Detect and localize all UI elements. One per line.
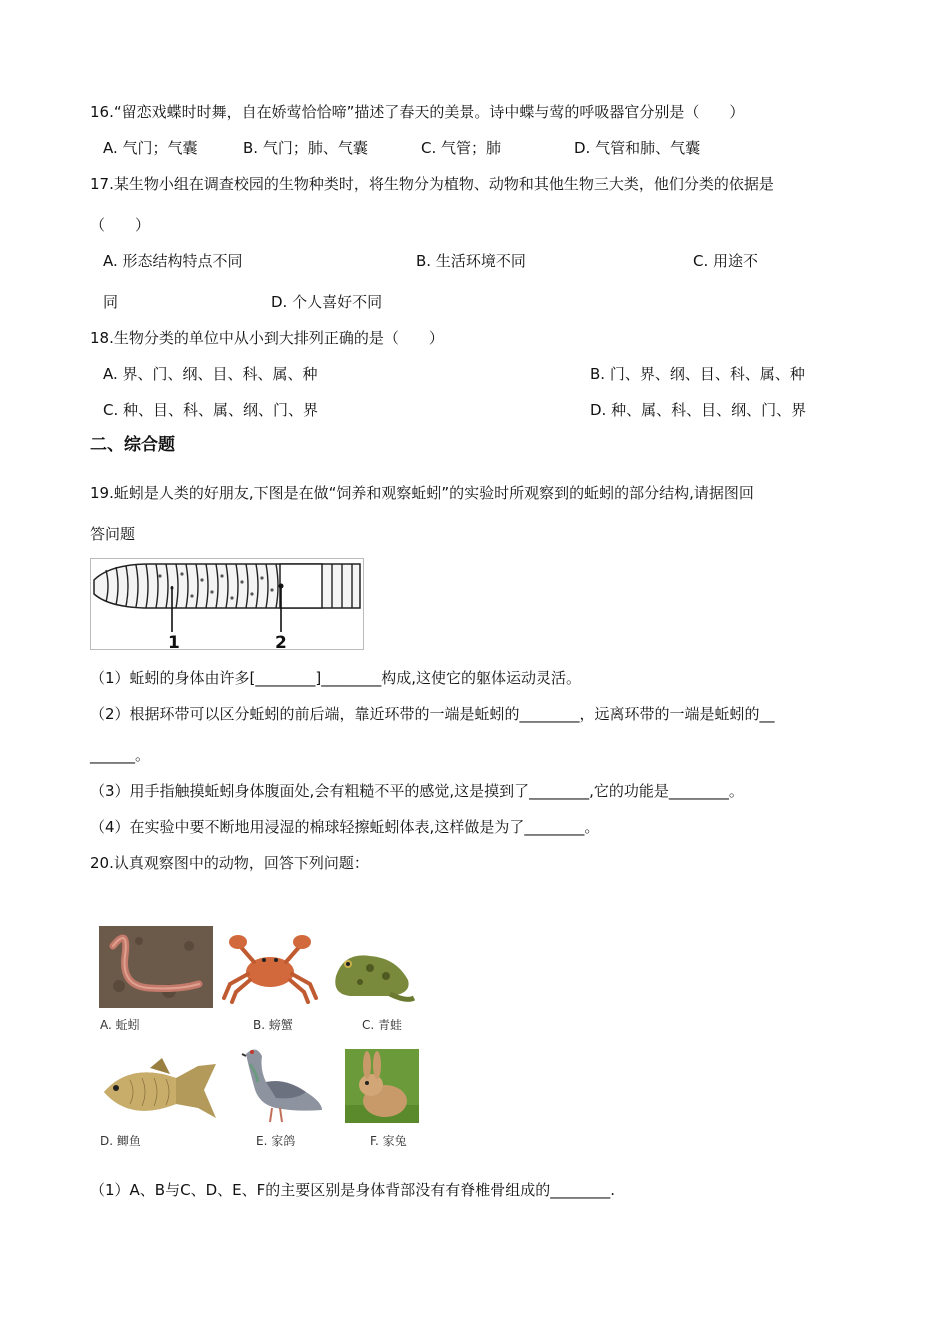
q20-part-1: （1）A、B与C、D、E、F的主要区别是身体背部没有有脊椎骨组成的________. bbox=[90, 1181, 615, 1199]
q16-option-d: D. 气管和肺、气囊 bbox=[574, 139, 701, 157]
q20-stem: 20.认真观察图中的动物，回答下列问题： bbox=[90, 854, 369, 872]
q18-option-b: B. 门、界、纲、目、科、属、种 bbox=[590, 365, 805, 383]
pigeon-photo bbox=[236, 1042, 324, 1126]
crab-photo bbox=[220, 932, 320, 1004]
caption-f: F. 家兔 bbox=[370, 1134, 407, 1148]
q17-option-a: A. 形态结构特点不同 bbox=[103, 252, 243, 270]
q17-stem-continued: （ ） bbox=[90, 216, 151, 234]
carp-photo bbox=[100, 1058, 218, 1124]
q16-option-c: C. 气管；肺 bbox=[421, 139, 502, 157]
caption-a: A. 蚯蚓 bbox=[100, 1018, 140, 1032]
caption-c: C. 青蛙 bbox=[362, 1018, 403, 1032]
q17-option-c: C. 用途不 bbox=[693, 252, 759, 270]
q19-stem-continued: 答问题 bbox=[90, 525, 136, 543]
section-heading: 二、综合题 bbox=[90, 435, 175, 455]
q16-stem: 16.“留恋戏蝶时时舞，自在娇莺恰恰啼”描述了春天的美景。诗中蝶与莺的呼吸器官分别是（ ） bbox=[90, 103, 745, 121]
q19-part-3: （3）用手指触摸蚯蚓身体腹面处,会有粗糙不平的感觉,这是摸到了________,它的功能是________。 bbox=[90, 782, 744, 800]
q17-option-b: B. 生活环境不同 bbox=[416, 252, 526, 270]
rabbit-photo bbox=[345, 1049, 419, 1123]
fig-label-2: 2 bbox=[275, 633, 287, 650]
q19-stem: 19.蚯蚓是人类的好朋友,下图是在做“饲养和观察蚯蚓”的实验时所观察到的蚯蚓的部分结构,请据图回 bbox=[90, 484, 754, 502]
q18-option-d: D. 种、属、科、目、纲、门、界 bbox=[590, 401, 807, 419]
q19-part-2-continued: ______。 bbox=[90, 746, 151, 764]
caption-d: D. 鲫鱼 bbox=[100, 1134, 141, 1148]
q17-option-c-continued: 同 bbox=[103, 293, 119, 311]
fig-label-1: 1 bbox=[168, 633, 180, 650]
q19-part-1: （1）蚯蚓的身体由许多[________]________构成,这使它的躯体运动灵活。 bbox=[90, 669, 582, 687]
q19-part-2: （2）根据环带可以区分蚯蚓的前后端，靠近环带的一端是蚯蚓的________，远离环带的一端是蚯蚓的__ bbox=[90, 705, 775, 723]
q19-part-4: （4）在实验中要不断地用浸湿的棉球轻擦蚯蚓体表,这样做是为了________。 bbox=[90, 818, 600, 836]
frog-photo bbox=[330, 942, 416, 1004]
q18-stem: 18.生物分类的单位中从小到大排列正确的是（ ） bbox=[90, 329, 444, 347]
q16-option-b: B. 气门；肺、气囊 bbox=[243, 139, 368, 157]
q18-option-c: C. 种、目、科、属、纲、门、界 bbox=[103, 401, 319, 419]
q17-option-d: D. 个人喜好不同 bbox=[271, 293, 383, 311]
caption-e: E. 家鸽 bbox=[256, 1134, 296, 1148]
caption-b: B. 螃蟹 bbox=[253, 1018, 293, 1032]
earthworm-photo bbox=[99, 926, 213, 1008]
q18-option-a: A. 界、门、纲、目、科、属、种 bbox=[103, 365, 318, 383]
earthworm-figure bbox=[90, 558, 364, 650]
q17-stem: 17.某生物小组在调查校园的生物种类时，将生物分为植物、动物和其他生物三大类，他们分类的依据是 bbox=[90, 175, 774, 193]
q16-option-a: A. 气门；气囊 bbox=[103, 139, 198, 157]
